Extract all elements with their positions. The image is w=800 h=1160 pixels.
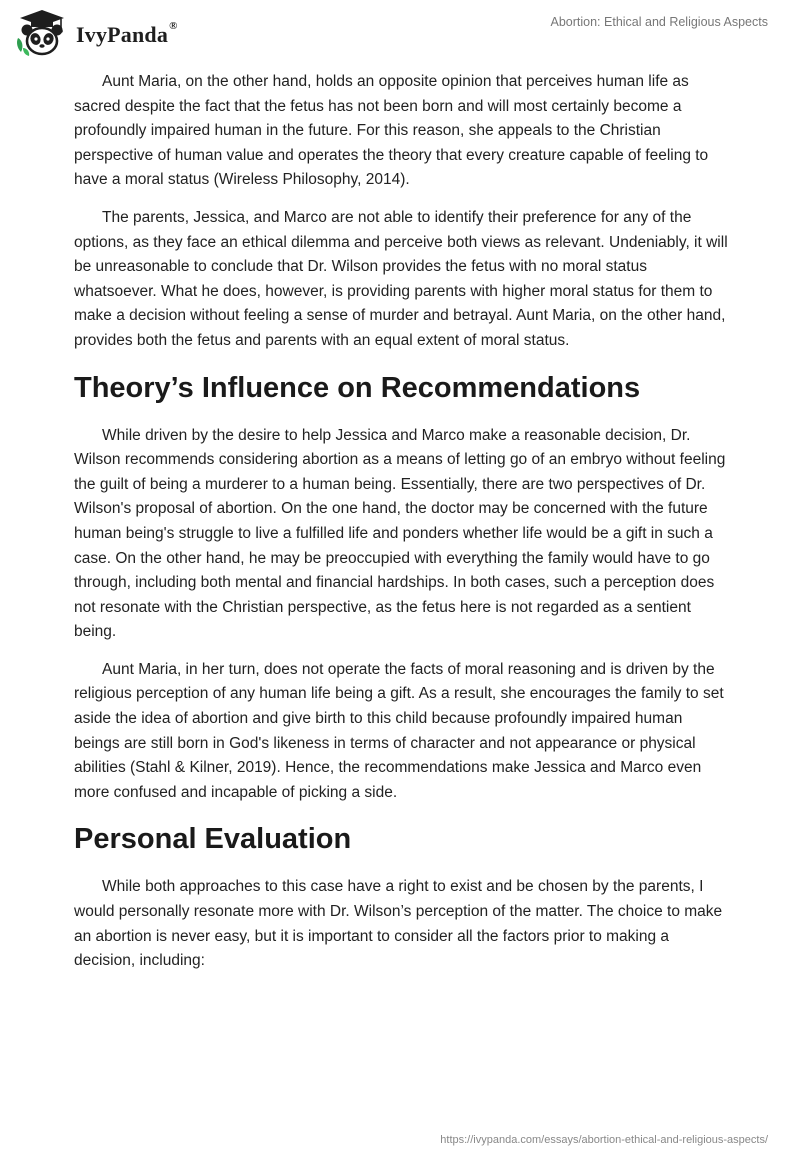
paragraph: Aunt Maria, on the other hand, holds an opposite opinion that perceives human life as sacred despite the fact that the fetus has not been born and will most certainly become a profoundly impaired human in the future. For this reason, she appeals to the Christian perspective of human value and operates the theory that every creature capable of feeling to have a moral status (Wireless Philosophy, 2014). xyxy=(74,73,709,189)
brand-name: IvyPanda® xyxy=(76,20,178,47)
paragraph: While driven by the desire to help Jessica and Marco make a reasonable decision, Dr. Wilson recommends considering abortion as a means of letting go of an embryo without feeling the guilt of being a murderer to a human being. Essentially, there are two perspectives of Dr. Wilson's proposal of abortion. On the one hand, the doctor may be concerned with the future human being's struggle to live a fulfilled life and ponders whether life would be a gift in such a case. On the other hand, he may be preoccupied with everything the family would have to go through, including both mental and financial hardships. In both cases, such a perception does not resonate with the Christian perspective, as the fetus here is not regarded as a sentient being. xyxy=(74,426,726,641)
paragraph: Aunt Maria, in her turn, does not operate the facts of moral reasoning and is driven by the religious perception of any human life being a gift. As a result, she encourages the family to set aside the idea of abortion and give birth to this child because profoundly impaired human beings are still born in God's likeness in terms of character and not appearance or physical abilities (Stahl & Kilner, 2019). Hence, the recommendations make Jessica and Marco even more confused and incapable of picking a side. xyxy=(74,660,724,801)
source-url[interactable]: https://ivypanda.com/essays/abortion-ethical-and-religious-aspects/ xyxy=(440,1134,768,1146)
essay-content xyxy=(74,70,730,987)
panda-graduation-cap-icon xyxy=(14,8,70,58)
document-title: Abortion: Ethical and Religious Aspects xyxy=(550,15,768,29)
paragraph: The parents, Jessica, and Marco are not able to identify their preference for any of the options, as they face an ethical dilemma and perceive both views as relevant. Undeniably, it will be unreasonable to conclude that Dr. Wilson provides the fetus with no moral status whatsoever. What he does, however, is providing parents with higher moral status for them to make a decision without feeling a sense of murder and betrayal. Aunt Maria, on the other hand, provides both the fetus and parents with an equal extent of moral status. xyxy=(74,208,728,349)
section-heading-personal-evaluation: Personal Evaluation xyxy=(74,823,352,856)
page-header xyxy=(0,0,800,70)
section-heading-theory-influence: Theory’s Influence on Recommendations xyxy=(74,371,641,404)
logo[interactable] xyxy=(14,8,178,58)
paragraph: While both approaches to this case have a right to exist and be chosen by the parents, I would personally resonate more with Dr. Wilson’s perception of the matter. The choice to make an abortion is never easy, but it is important to consider all the factors prior to making a decision, including: xyxy=(74,878,723,970)
